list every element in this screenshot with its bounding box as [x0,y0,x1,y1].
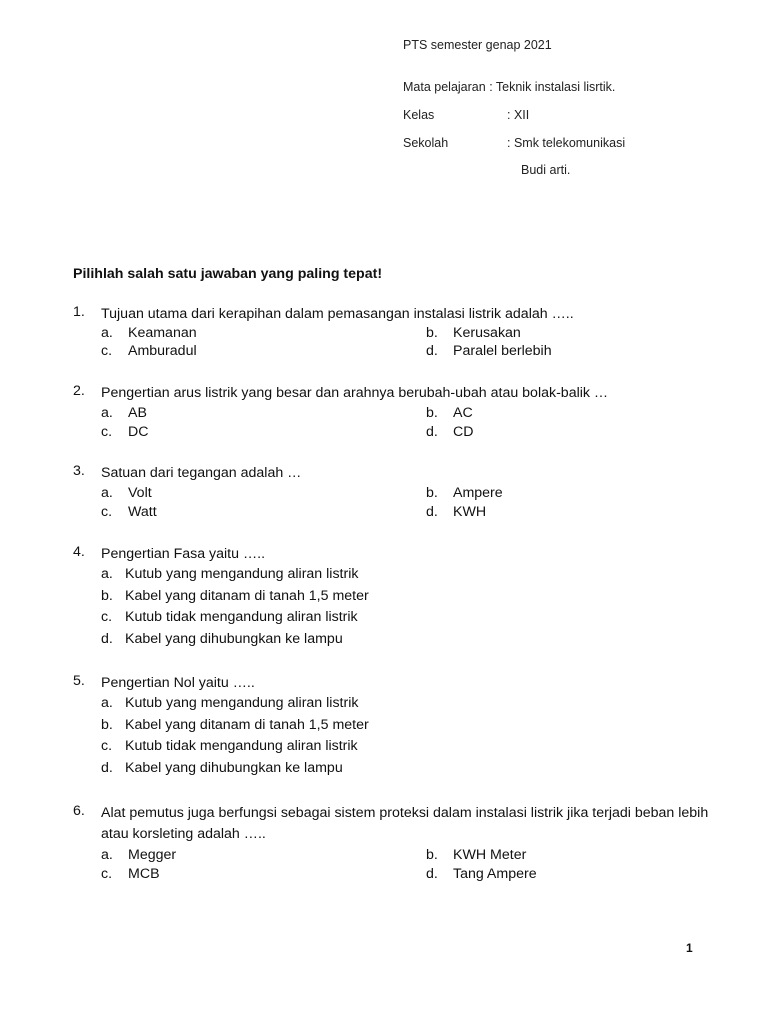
option-c [101,504,157,520]
subject-value: : Teknik instalasi lisrtik. [489,80,616,94]
option-letter: a. [101,847,113,863]
option-text: AB [128,405,147,421]
option-text: Paralel berlebih [453,343,552,359]
option-letter: a. [101,405,113,421]
option-letter: a. [101,485,113,501]
exam-title: PTS semester genap 2021 [403,38,552,52]
option-a [101,485,152,501]
class-label: Kelas [403,108,435,122]
option-letter: c. [101,343,113,359]
option-text: Ampere [453,485,503,501]
page-number: 1 [686,941,693,955]
option-text: Kerusakan [453,325,521,341]
option-letter: b. [101,588,113,604]
option-letter: a. [101,325,113,341]
instruction: Pilihlah salah satu jawaban yang paling tepat! [73,266,383,282]
option-b [426,325,521,341]
question-number: 3. [73,463,85,479]
school-value: : Smk telekomunikasi [507,136,626,150]
option-a [101,566,358,582]
question-text: Pengertian Nol yaitu ….. [101,675,255,691]
class-value: : XII [507,108,530,122]
option-text: Kabel yang dihubungkan ke lampu [125,631,343,647]
option-text: Amburadul [128,343,197,359]
option-letter: b. [426,485,438,501]
option-d [426,866,537,882]
option-c [101,609,358,625]
question-number: 1. [73,304,85,320]
option-letter: c. [101,424,113,440]
option-text: KWH [453,504,487,520]
question-number: 5. [73,673,85,689]
option-c [101,738,358,754]
option-a [101,405,147,421]
option-letter: d. [426,343,438,359]
option-letter: d. [101,760,113,776]
question-number: 2. [73,383,85,399]
question-text: Alat pemutus juga berfungsi sebagai sistem proteksi dalam instalasi listrik jika terjadi beban lebih atau korsleting adalah ….. [101,805,709,842]
option-d [426,424,474,440]
option-text: Kutub tidak mengandung aliran listrik [125,738,358,754]
option-a [101,847,176,863]
option-text: Kutub yang mengandung aliran listrik [125,695,359,711]
option-text: Megger [128,847,177,863]
subject-line [403,80,615,94]
option-letter: c. [101,609,113,625]
option-letter: a. [101,695,113,711]
option-b [426,405,473,421]
question-text: Tujuan utama dari kerapihan dalam pemasangan instalasi listrik adalah ….. [101,306,574,322]
question-number: 4. [73,544,85,560]
question-number: 6. [73,803,85,819]
option-letter: d. [426,424,438,440]
option-d [101,760,343,776]
option-text: Watt [128,504,157,520]
option-text: Kutub yang mengandung aliran listrik [125,566,359,582]
option-letter: b. [426,325,438,341]
question-text: Pengertian Fasa yaitu ….. [101,546,266,562]
question-text: Satuan dari tegangan adalah … [101,465,302,481]
option-text: CD [453,424,474,440]
option-text: Kabel yang ditanam di tanah 1,5 meter [125,588,369,604]
option-letter: b. [101,717,113,733]
option-text: AC [453,405,473,421]
question-text: Pengertian arus listrik yang besar dan arahnya berubah-ubah atau bolak-balik … [101,385,609,401]
school-value-continued: Budi arti. [521,163,571,177]
option-text: Kabel yang dihubungkan ke lampu [125,760,343,776]
class-line [403,108,529,122]
option-letter: c. [101,738,113,754]
option-b [426,485,503,501]
option-text: Kabel yang ditanam di tanah 1,5 meter [125,717,369,733]
option-text: Volt [128,485,152,501]
option-text: KWH Meter [453,847,527,863]
option-text: DC [128,424,149,440]
option-text: Tang Ampere [453,866,537,882]
option-c [101,866,160,882]
subject-label: Mata pelajaran [403,80,486,94]
option-letter: c. [101,504,113,520]
school-label: Sekolah [403,136,449,150]
option-c [101,424,149,440]
option-letter: c. [101,866,113,882]
option-d [426,504,486,520]
option-d [101,631,343,647]
option-b [426,847,526,863]
option-letter: d. [426,504,438,520]
option-b [101,717,369,733]
option-letter: d. [101,631,113,647]
option-a [101,325,197,341]
school-line [403,136,625,150]
option-text: Keamanan [128,325,197,341]
option-letter: d. [426,866,438,882]
option-text: Kutub tidak mengandung aliran listrik [125,609,358,625]
option-letter: b. [426,405,438,421]
option-b [101,588,369,604]
option-a [101,695,358,711]
option-text: MCB [128,866,160,882]
option-c [101,343,197,359]
option-letter: b. [426,847,438,863]
option-letter: a. [101,566,113,582]
option-d [426,343,552,359]
